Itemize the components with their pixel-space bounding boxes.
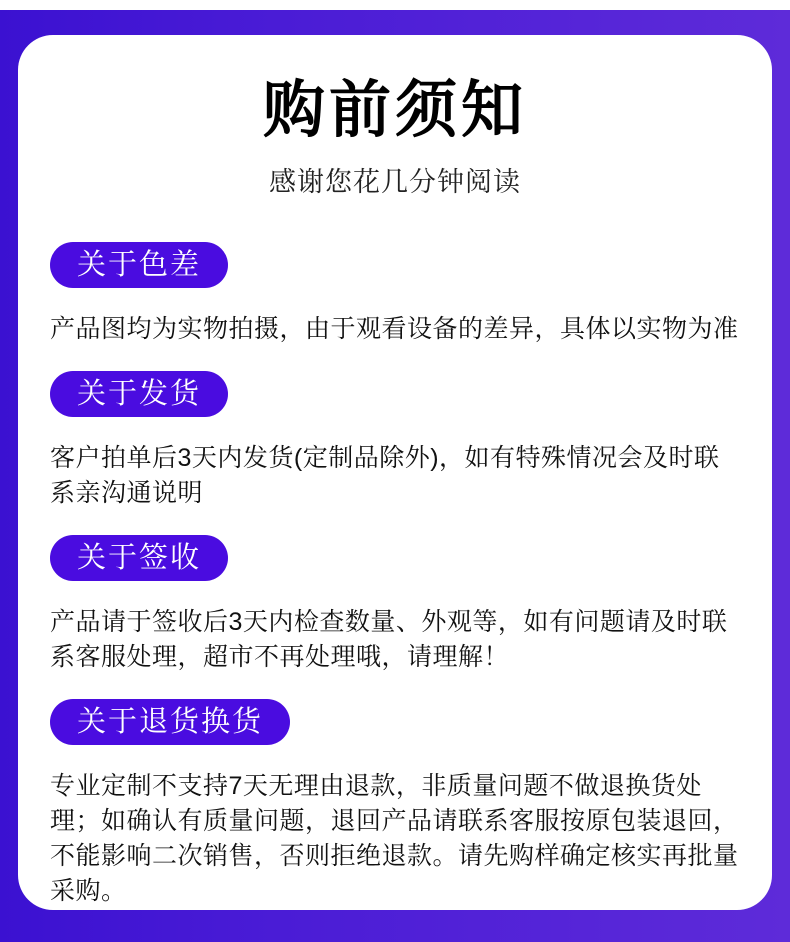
section-body-returns-exchanges: 专业定制不支持7天无理由退款，非质量问题不做退换货处理；如确认有质量问题，退回产品请联系客服按原包装退回，不能影响二次销售，否则拒绝退款。请先购样确定核实再批量采购。 <box>50 772 739 906</box>
section-body-color-difference: 产品图均为实物拍摄，由于观看设备的差异，具体以实物为准 <box>50 315 739 344</box>
top-white-strip <box>0 0 790 10</box>
section-body-receiving: 产品请于签收后3天内检查数量、外观等，如有问题请及时联系客服处理，超市不再处理哦，请理解！ <box>50 608 728 672</box>
section-color-difference <box>50 242 740 347</box>
section-shipping <box>50 371 740 511</box>
page-title: 购前须知 <box>262 76 527 145</box>
badge-receiving: 关于签收 <box>50 535 228 581</box>
badge-shipping: 关于发货 <box>50 371 228 417</box>
purple-gradient-frame <box>0 10 790 942</box>
section-returns-exchanges <box>50 699 740 909</box>
badge-returns-exchanges: 关于退货换货 <box>50 699 290 745</box>
notice-card <box>18 35 772 910</box>
section-receiving <box>50 535 740 675</box>
page-subtitle: 感谢您花几分钟阅读 <box>269 167 521 198</box>
badge-color-difference: 关于色差 <box>50 242 228 288</box>
section-body-shipping: 客户拍单后3天内发货(定制品除外)，如有特殊情况会及时联系亲沟通说明 <box>50 444 720 508</box>
